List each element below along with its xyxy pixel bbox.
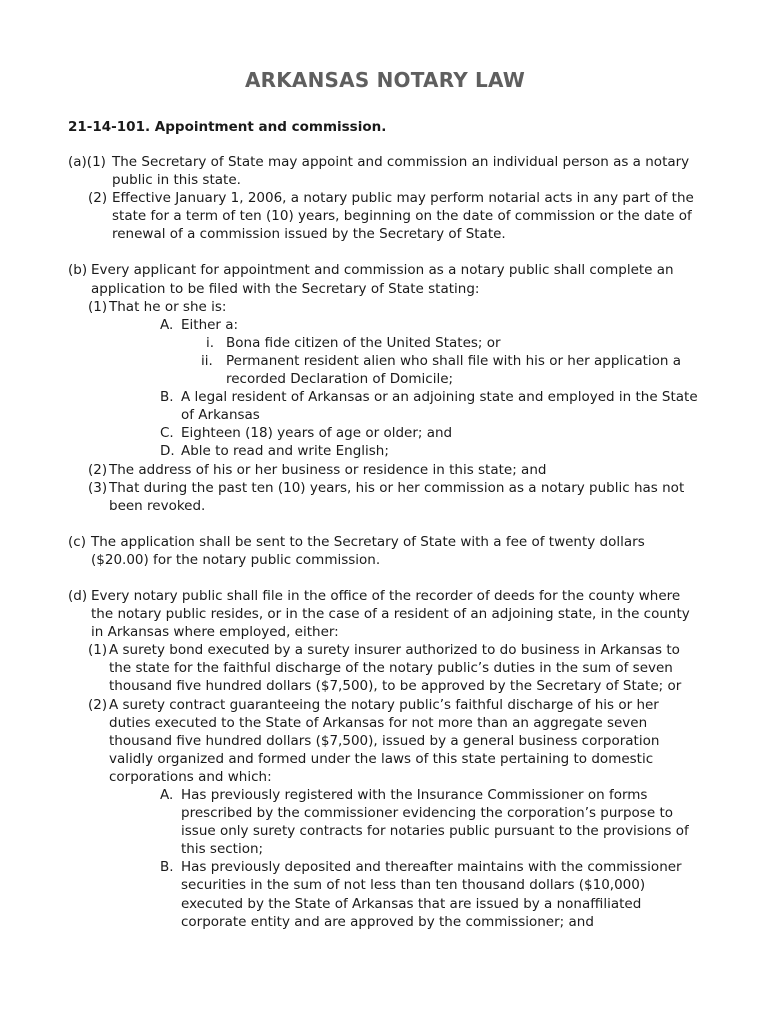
- text-line: Has previously deposited and thereafter maintains with the commissioner: [181, 859, 682, 876]
- paragraph-b3: [0, 479, 770, 515]
- text-line: state for a term of ten (10) years, beginning on the date of commission or the date of: [112, 208, 692, 225]
- paragraph-marker: (d): [68, 587, 88, 604]
- paragraph-marker: ii.: [201, 352, 213, 369]
- paragraph-d2-a: [0, 786, 770, 858]
- text-line: Has previously registered with the Insurance Commissioner on forms: [181, 787, 648, 803]
- text-line: Eighteen (18) years of age or older; and: [181, 425, 453, 442]
- text-line: The address of his or her business or residence in this state; and: [109, 461, 547, 478]
- paragraph-marker: (2): [88, 461, 108, 478]
- text-line: the state for the faithful discharge of the notary public’s duties in the sum of seven: [109, 660, 673, 677]
- section-heading: 21-14-101. Appointment and commission.: [68, 119, 387, 135]
- text-line: Every applicant for appointment and commission as a notary public shall complete an: [91, 262, 674, 279]
- paragraph-b1-a: [0, 316, 770, 334]
- paragraph-marker: A.: [160, 316, 174, 333]
- text-line: Permanent resident alien who shall file with his or her application a: [226, 352, 682, 369]
- text-line: validly organized and formed under the laws of this state pertaining to domestic: [109, 750, 654, 767]
- text-line: Either a:: [181, 316, 239, 333]
- text-line: been revoked.: [109, 497, 206, 514]
- paragraph-a2: [0, 189, 770, 243]
- paragraph-b1-a-i: [0, 334, 770, 352]
- text-line: the notary public resides, or in the case of a resident of an adjoining state, in the county: [91, 606, 690, 623]
- text-line: Every notary public shall file in the office of the recorder of deeds for the county where: [91, 587, 681, 604]
- text-line: ($20.00) for the notary public commission.: [91, 551, 381, 568]
- paragraph-b: [0, 261, 770, 297]
- paragraph-d1: [0, 641, 770, 695]
- text-line: A surety contract guaranteeing the notary public’s faithful discharge of his or her: [109, 696, 659, 713]
- paragraph-b1-c: [0, 424, 770, 442]
- text-line: executed by the State of Arkansas that are issued by a nonaffiliated: [181, 895, 642, 912]
- text-line: thousand five hundred dollars ($7,500), issued by a general business corporation: [109, 732, 660, 749]
- paragraph-a1: [0, 153, 770, 189]
- text-line: corporations and which:: [109, 768, 272, 785]
- text-line: The Secretary of State may appoint and commission an individual person as a notary: [112, 154, 690, 170]
- paragraph-marker: C.: [160, 425, 174, 442]
- text-line: That he or she is:: [109, 298, 227, 315]
- text-line: A surety bond executed by a surety insurer authorized to do business in Arkansas to: [109, 642, 680, 659]
- text-line: issue only surety contracts for notaries public pursuant to the provisions of: [181, 823, 689, 840]
- paragraph-marker: (c): [68, 533, 86, 550]
- paragraph-c: [0, 533, 770, 569]
- text-line: thousand five hundred dollars ($7,500), to be approved by the Secretary of State; or: [109, 678, 682, 695]
- paragraph-d: [0, 587, 770, 641]
- text-line: The application shall be sent to the Secretary of State with a fee of twenty dollars: [91, 533, 645, 550]
- paragraph-marker: (2): [88, 190, 108, 207]
- paragraph-b2: [0, 461, 770, 479]
- text-line: Effective January 1, 2006, a notary public may perform notarial acts in any part of the: [112, 190, 694, 207]
- paragraph-marker: A.: [160, 787, 174, 803]
- text-line: A legal resident of Arkansas or an adjoining state and employed in the State: [181, 389, 698, 406]
- text-line: securities in the sum of not less than ten thousand dollars ($10,000): [181, 877, 646, 894]
- paragraph-marker: (a)(1): [68, 154, 106, 170]
- text-line: Bona fide citizen of the United States; or: [226, 334, 501, 351]
- text-line: this section;: [181, 841, 264, 858]
- text-line: of Arkansas: [181, 407, 260, 424]
- text-line: in Arkansas where employed, either:: [91, 624, 339, 641]
- document-title: ARKANSAS NOTARY LAW: [244, 68, 526, 92]
- text-line: application to be filed with the Secretary of State stating:: [91, 280, 480, 297]
- text-line: public in this state.: [112, 172, 241, 189]
- paragraph-d2-b: [0, 858, 770, 930]
- paragraph-marker: B.: [160, 389, 174, 406]
- paragraph-b1: [0, 298, 770, 316]
- paragraph-marker: (1): [88, 642, 108, 659]
- paragraph-marker: i.: [206, 334, 215, 351]
- paragraph-b1-b: [0, 388, 770, 424]
- paragraph-marker: (1): [88, 298, 108, 315]
- paragraph-marker: B.: [160, 859, 174, 876]
- paragraph-marker: (b): [68, 262, 88, 279]
- text-line: recorded Declaration of Domicile;: [226, 371, 454, 388]
- text-line: renewal of a commission issued by the Secretary of State.: [112, 226, 506, 243]
- text-line: Able to read and write English;: [181, 443, 389, 460]
- text-line: duties executed to the State of Arkansas for not more than an aggregate seven: [109, 714, 648, 731]
- text-line: corporate entity and are approved by the commissioner; and: [181, 913, 594, 930]
- text-line: prescribed by the commissioner evidencing the corporation’s purpose to: [181, 805, 673, 822]
- paragraph-b1-a-ii: [0, 352, 770, 388]
- paragraph-b1-d: [0, 442, 770, 460]
- paragraph-marker: (3): [88, 479, 108, 496]
- text-line: That during the past ten (10) years, his or her commission as a notary public has not: [109, 479, 685, 496]
- paragraph-d2: [0, 696, 770, 786]
- document-body: [0, 153, 770, 931]
- paragraph-marker: (2): [88, 696, 108, 713]
- paragraph-marker: D.: [160, 443, 175, 460]
